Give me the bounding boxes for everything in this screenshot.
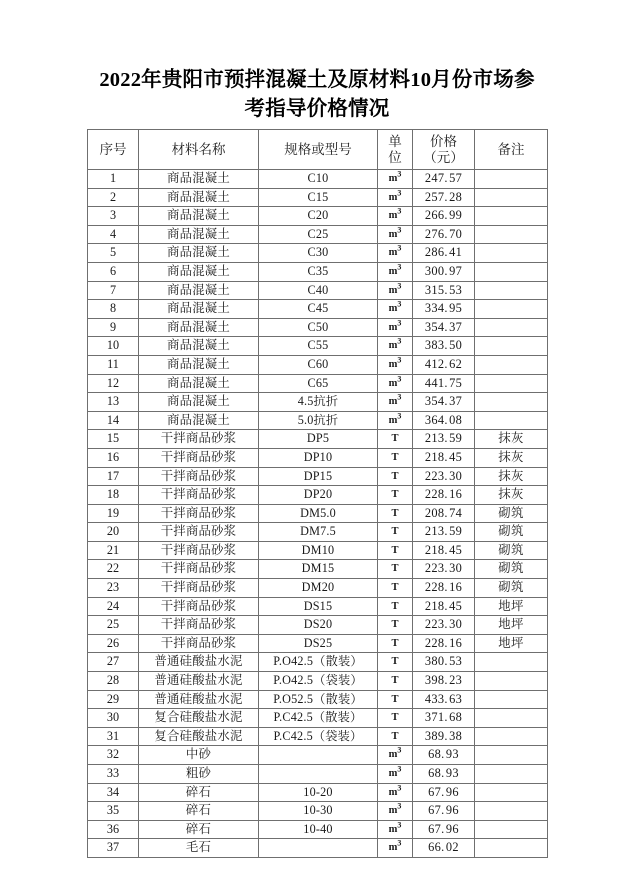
cell-remark: [475, 262, 548, 281]
cell-index: 33: [88, 765, 139, 784]
table-row: [88, 486, 548, 505]
cell-index: 32: [88, 746, 139, 765]
cell-name: 商品混凝土: [139, 355, 259, 374]
cell-remark: 抹灰: [475, 467, 548, 486]
cell-remark: [475, 300, 548, 319]
cell-spec: C45: [259, 300, 378, 319]
cell-price: 67. 96: [413, 802, 475, 821]
cell-unit: $m^3$: [378, 374, 413, 393]
cell-unit: $m^3$: [378, 337, 413, 356]
cell-spec: DM20: [259, 579, 378, 598]
cell-index: 8: [88, 300, 139, 319]
cell-name: 商品混凝土: [139, 225, 259, 244]
cell-price: 389. 38: [413, 727, 475, 746]
cell-unit: $m^3$: [378, 783, 413, 802]
cell-remark: 地坪: [475, 634, 548, 653]
cell-index: 9: [88, 318, 139, 337]
cell-name: 商品混凝土: [139, 244, 259, 263]
cell-price: 213. 59: [413, 430, 475, 449]
cell-name: 干拌商品砂浆: [139, 597, 259, 616]
cell-name: 复合硅酸盐水泥: [139, 727, 259, 746]
column-header-spec: [259, 130, 378, 170]
cell-unit: $m^3$: [378, 188, 413, 207]
cell-remark: [475, 355, 548, 374]
table-row: [88, 541, 548, 560]
cell-price: 354. 37: [413, 318, 475, 337]
column-header-text: 规格或型号: [284, 141, 352, 157]
cell-unit: T: [378, 672, 413, 691]
cell-spec: P.C42.5（袋装）: [259, 727, 378, 746]
cell-index: 13: [88, 393, 139, 412]
cell-remark: [475, 188, 548, 207]
cell-index: 12: [88, 374, 139, 393]
cell-unit: $m^3$: [378, 318, 413, 337]
table-row: [88, 653, 548, 672]
table-row: [88, 597, 548, 616]
table-row: [88, 746, 548, 765]
table-row: [88, 709, 548, 728]
cell-price: 371. 68: [413, 709, 475, 728]
cell-unit: $m^3$: [378, 839, 413, 858]
cell-spec: [259, 746, 378, 765]
cell-remark: [475, 820, 548, 839]
cell-unit: T: [378, 690, 413, 709]
cell-price: 441. 75: [413, 374, 475, 393]
cell-price: 228. 16: [413, 579, 475, 598]
cell-name: 普通硅酸盐水泥: [139, 690, 259, 709]
cell-name: 粗砂: [139, 765, 259, 784]
table-row: [88, 337, 548, 356]
cell-remark: [475, 802, 548, 821]
table-row: [88, 523, 548, 542]
table-row: [88, 411, 548, 430]
cell-remark: 砌筑: [475, 579, 548, 598]
cell-remark: [475, 337, 548, 356]
cell-name: 干拌商品砂浆: [139, 523, 259, 542]
cell-spec: DM15: [259, 560, 378, 579]
cell-spec: C35: [259, 262, 378, 281]
cell-remark: [475, 727, 548, 746]
cell-index: 30: [88, 709, 139, 728]
cell-name: 干拌商品砂浆: [139, 616, 259, 635]
cell-unit: $m^3$: [378, 170, 413, 189]
table-row: [88, 188, 548, 207]
table-row: [88, 802, 548, 821]
page-title: 2022年贵阳市预拌混凝土及原材料10月份市场参考指导价格情况: [99, 69, 535, 120]
cell-unit: T: [378, 448, 413, 467]
cell-spec: C55: [259, 337, 378, 356]
table-row: [88, 467, 548, 486]
cell-index: 6: [88, 262, 139, 281]
cell-index: 16: [88, 448, 139, 467]
cell-index: 27: [88, 653, 139, 672]
cell-spec: C60: [259, 355, 378, 374]
cell-price: 433. 63: [413, 690, 475, 709]
cell-index: 37: [88, 839, 139, 858]
cell-spec: C50: [259, 318, 378, 337]
table-row: [88, 690, 548, 709]
cell-unit: $m^3$: [378, 765, 413, 784]
table-header: [88, 130, 548, 170]
cell-unit: T: [378, 541, 413, 560]
cell-spec: P.O42.5（散装）: [259, 653, 378, 672]
cell-spec: DP5: [259, 430, 378, 449]
cell-name: 商品混凝土: [139, 262, 259, 281]
cell-index: 21: [88, 541, 139, 560]
cell-index: 23: [88, 579, 139, 598]
table-row: [88, 448, 548, 467]
cell-unit: $m^3$: [378, 393, 413, 412]
table-row: [88, 300, 548, 319]
cell-remark: [475, 709, 548, 728]
cell-spec: C30: [259, 244, 378, 263]
cell-unit: $m^3$: [378, 207, 413, 226]
cell-unit: $m^3$: [378, 820, 413, 839]
cell-spec: P.O42.5（袋装）: [259, 672, 378, 691]
cell-price: 223. 30: [413, 560, 475, 579]
cell-name: 普通硅酸盐水泥: [139, 653, 259, 672]
cell-name: 干拌商品砂浆: [139, 560, 259, 579]
cell-spec: C20: [259, 207, 378, 226]
table-row: [88, 262, 548, 281]
column-header-text: 备注: [497, 141, 525, 157]
column-header-text: 序号: [99, 141, 127, 157]
table-row: [88, 579, 548, 598]
cell-name: 商品混凝土: [139, 300, 259, 319]
column-header-text: （元）: [423, 149, 464, 165]
cell-unit: T: [378, 579, 413, 598]
cell-unit: T: [378, 467, 413, 486]
cell-price: 208. 74: [413, 504, 475, 523]
cell-unit: $m^3$: [378, 746, 413, 765]
cell-name: 普通硅酸盐水泥: [139, 672, 259, 691]
cell-price: 218. 45: [413, 541, 475, 560]
cell-remark: [475, 783, 548, 802]
cell-remark: 地坪: [475, 597, 548, 616]
cell-price: 266. 99: [413, 207, 475, 226]
cell-spec: C40: [259, 281, 378, 300]
cell-remark: [475, 653, 548, 672]
cell-name: 商品混凝土: [139, 318, 259, 337]
cell-name: 商品混凝土: [139, 393, 259, 412]
cell-name: 干拌商品砂浆: [139, 504, 259, 523]
cell-index: 18: [88, 486, 139, 505]
cell-price: 228. 16: [413, 486, 475, 505]
table-row: [88, 374, 548, 393]
cell-spec: 10-40: [259, 820, 378, 839]
cell-price: 364. 08: [413, 411, 475, 430]
table-row: [88, 727, 548, 746]
material-price-table: [87, 129, 548, 858]
table-row: [88, 839, 548, 858]
cell-index: 19: [88, 504, 139, 523]
cell-index: 4: [88, 225, 139, 244]
cell-remark: [475, 411, 548, 430]
cell-unit: $m^3$: [378, 411, 413, 430]
cell-spec: [259, 765, 378, 784]
cell-spec: 5.0抗折: [259, 411, 378, 430]
cell-unit: T: [378, 430, 413, 449]
table-row: [88, 672, 548, 691]
cell-price: 68. 93: [413, 746, 475, 765]
cell-price: 223. 30: [413, 467, 475, 486]
cell-index: 7: [88, 281, 139, 300]
cell-index: 20: [88, 523, 139, 542]
cell-spec: DM5.0: [259, 504, 378, 523]
cell-spec: C10: [259, 170, 378, 189]
cell-spec: C65: [259, 374, 378, 393]
cell-remark: 抹灰: [475, 430, 548, 449]
cell-price: 67. 96: [413, 783, 475, 802]
cell-name: 毛石: [139, 839, 259, 858]
cell-remark: 抹灰: [475, 448, 548, 467]
table-row: [88, 225, 548, 244]
cell-price: 286. 41: [413, 244, 475, 263]
cell-unit: $m^3$: [378, 802, 413, 821]
cell-price: 228. 16: [413, 634, 475, 653]
cell-remark: 抹灰: [475, 486, 548, 505]
cell-name: 干拌商品砂浆: [139, 448, 259, 467]
table-row: [88, 244, 548, 263]
cell-price: 247. 57: [413, 170, 475, 189]
cell-spec: C25: [259, 225, 378, 244]
cell-name: 干拌商品砂浆: [139, 486, 259, 505]
cell-index: 35: [88, 802, 139, 821]
cell-remark: 砌筑: [475, 504, 548, 523]
cell-price: 66. 02: [413, 839, 475, 858]
column-header-name: [139, 130, 259, 170]
cell-price: 300. 97: [413, 262, 475, 281]
cell-price: 67. 96: [413, 820, 475, 839]
table-row: [88, 634, 548, 653]
cell-spec: DS20: [259, 616, 378, 635]
table-row: [88, 355, 548, 374]
cell-index: 14: [88, 411, 139, 430]
table-row: [88, 616, 548, 635]
cell-price: 213. 59: [413, 523, 475, 542]
cell-name: 碎石: [139, 783, 259, 802]
cell-remark: [475, 746, 548, 765]
table-row: [88, 393, 548, 412]
cell-index: 36: [88, 820, 139, 839]
cell-remark: [475, 393, 548, 412]
cell-price: 398. 23: [413, 672, 475, 691]
cell-spec: DS15: [259, 597, 378, 616]
cell-unit: $m^3$: [378, 300, 413, 319]
cell-index: 17: [88, 467, 139, 486]
cell-price: 334. 95: [413, 300, 475, 319]
column-header-text: 单: [388, 133, 402, 149]
cell-spec: DP20: [259, 486, 378, 505]
column-header-unit: [378, 130, 413, 170]
cell-index: 2: [88, 188, 139, 207]
cell-price: 218. 45: [413, 448, 475, 467]
cell-unit: $m^3$: [378, 244, 413, 263]
cell-name: 干拌商品砂浆: [139, 430, 259, 449]
cell-name: 碎石: [139, 802, 259, 821]
cell-unit: T: [378, 523, 413, 542]
cell-spec: C15: [259, 188, 378, 207]
cell-price: 315. 53: [413, 281, 475, 300]
cell-spec: DM10: [259, 541, 378, 560]
cell-index: 24: [88, 597, 139, 616]
cell-unit: $m^3$: [378, 262, 413, 281]
cell-index: 11: [88, 355, 139, 374]
cell-spec: P.C42.5（散装）: [259, 709, 378, 728]
cell-unit: T: [378, 727, 413, 746]
cell-index: 1: [88, 170, 139, 189]
cell-name: 商品混凝土: [139, 337, 259, 356]
table-row: [88, 318, 548, 337]
table-row: [88, 281, 548, 300]
cell-price: 276. 70: [413, 225, 475, 244]
cell-unit: T: [378, 616, 413, 635]
cell-unit: $m^3$: [378, 225, 413, 244]
cell-spec: 10-30: [259, 802, 378, 821]
cell-index: 3: [88, 207, 139, 226]
cell-remark: 砌筑: [475, 541, 548, 560]
table-row: [88, 765, 548, 784]
cell-index: 25: [88, 616, 139, 635]
cell-name: 商品混凝土: [139, 374, 259, 393]
cell-spec: DM7.5: [259, 523, 378, 542]
cell-spec: DP10: [259, 448, 378, 467]
cell-index: 15: [88, 430, 139, 449]
cell-index: 22: [88, 560, 139, 579]
cell-name: 干拌商品砂浆: [139, 634, 259, 653]
cell-name: 干拌商品砂浆: [139, 467, 259, 486]
cell-price: 412. 62: [413, 355, 475, 374]
cell-unit: T: [378, 504, 413, 523]
cell-spec: DP15: [259, 467, 378, 486]
table-row: [88, 430, 548, 449]
table-row: [88, 170, 548, 189]
cell-name: 商品混凝土: [139, 170, 259, 189]
cell-remark: [475, 244, 548, 263]
cell-name: 商品混凝土: [139, 281, 259, 300]
cell-name: 复合硅酸盐水泥: [139, 709, 259, 728]
cell-remark: [475, 281, 548, 300]
cell-index: 29: [88, 690, 139, 709]
column-header-text: 位: [388, 149, 402, 165]
column-header-remark: [475, 130, 548, 170]
cell-price: 354. 37: [413, 393, 475, 412]
cell-name: 干拌商品砂浆: [139, 579, 259, 598]
cell-remark: [475, 690, 548, 709]
cell-remark: [475, 374, 548, 393]
price-table-container: [87, 129, 547, 858]
table-row: [88, 207, 548, 226]
cell-unit: T: [378, 709, 413, 728]
cell-price: 380. 53: [413, 653, 475, 672]
cell-spec: P.O52.5（散装）: [259, 690, 378, 709]
cell-price: 218. 45: [413, 597, 475, 616]
cell-unit: T: [378, 597, 413, 616]
cell-name: 商品混凝土: [139, 188, 259, 207]
cell-remark: [475, 170, 548, 189]
cell-unit: T: [378, 653, 413, 672]
cell-remark: 砌筑: [475, 523, 548, 542]
table-row: [88, 783, 548, 802]
cell-remark: [475, 207, 548, 226]
cell-remark: 地坪: [475, 616, 548, 635]
table-row: [88, 820, 548, 839]
cell-name: 中砂: [139, 746, 259, 765]
cell-remark: 砌筑: [475, 560, 548, 579]
column-header-index: [88, 130, 139, 170]
cell-index: 31: [88, 727, 139, 746]
cell-name: 商品混凝土: [139, 411, 259, 430]
cell-price: 383. 50: [413, 337, 475, 356]
table-body: [88, 170, 548, 858]
cell-spec: 4.5抗折: [259, 393, 378, 412]
column-header-text: 价格: [430, 133, 457, 149]
cell-name: 商品混凝土: [139, 207, 259, 226]
cell-unit: T: [378, 634, 413, 653]
column-header-text: 材料名称: [171, 141, 226, 157]
cell-index: 5: [88, 244, 139, 263]
cell-remark: [475, 318, 548, 337]
cell-unit: T: [378, 560, 413, 579]
cell-index: 26: [88, 634, 139, 653]
cell-index: 34: [88, 783, 139, 802]
cell-price: 223. 30: [413, 616, 475, 635]
cell-remark: [475, 225, 548, 244]
cell-spec: DS25: [259, 634, 378, 653]
table-row: [88, 504, 548, 523]
column-header-price: [413, 130, 475, 170]
cell-price: 68. 93: [413, 765, 475, 784]
cell-index: 10: [88, 337, 139, 356]
cell-index: 28: [88, 672, 139, 691]
cell-unit: $m^3$: [378, 281, 413, 300]
cell-remark: [475, 839, 548, 858]
cell-price: 257. 28: [413, 188, 475, 207]
cell-spec: [259, 839, 378, 858]
cell-unit: $m^3$: [378, 355, 413, 374]
cell-name: 碎石: [139, 820, 259, 839]
cell-remark: [475, 672, 548, 691]
header-row: [88, 130, 548, 170]
table-row: [88, 560, 548, 579]
cell-name: 干拌商品砂浆: [139, 541, 259, 560]
cell-unit: T: [378, 486, 413, 505]
cell-remark: [475, 765, 548, 784]
cell-spec: 10-20: [259, 783, 378, 802]
